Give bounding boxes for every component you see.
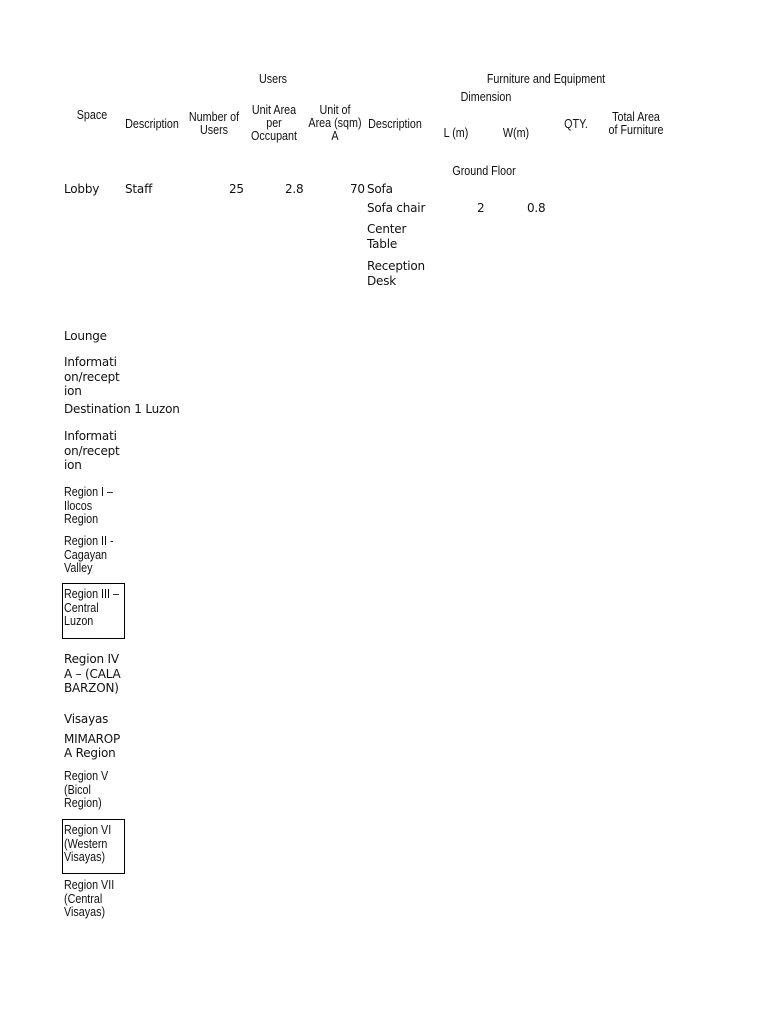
col-total-area — [605, 111, 667, 137]
furniture-group-header: Furniture and Equipment — [486, 72, 606, 86]
col-unit-area-line2: per — [266, 116, 282, 130]
lobby-users: 25 — [229, 182, 244, 196]
sofa-chair-length: 2 — [477, 201, 485, 215]
col-unit-area-line3: Occupant — [250, 129, 298, 143]
space-region-1: Region I – Ilocos Region — [64, 485, 114, 526]
col-qty: QTY. — [564, 117, 588, 131]
space-visayas: Visayas — [64, 712, 109, 726]
col-unit-area — [248, 104, 300, 143]
dimension-header: Dimension — [460, 90, 512, 104]
space-lounge: Lounge — [64, 329, 107, 343]
furniture-reception-desk: Reception Desk — [367, 259, 425, 288]
space-information-reception-2: Information/reception — [64, 429, 120, 472]
col-unit-of-area-line3: A — [331, 129, 339, 143]
col-number-of-users-line1: Number of — [188, 110, 240, 124]
space-region-5: Region V (Bicol Region) — [64, 769, 109, 810]
col-space: Space — [76, 108, 108, 122]
space-region-4a: Region IV A – (CALABARZON) — [64, 652, 121, 695]
col-unit-of-area-line2: Area (sqm) — [308, 116, 362, 130]
lobby-space: Lobby — [64, 182, 100, 196]
space-region-2: Region II - Cagayan Valley — [64, 534, 114, 575]
users-group-header: Users — [258, 72, 288, 86]
col-unit-of-area — [308, 104, 361, 143]
lobby-area: 70 — [350, 182, 365, 196]
space-information-reception-1: Information/reception — [64, 355, 120, 398]
col-width: W(m) — [502, 126, 530, 140]
col-number-of-users — [188, 111, 240, 137]
lobby-description: Staff — [125, 182, 153, 196]
col-furniture-description: Description — [368, 117, 422, 131]
region-3-box — [62, 583, 125, 639]
floor-label: Ground Floor — [452, 164, 516, 178]
col-unit-of-area-line1: Unit of — [319, 103, 351, 117]
space-destination-1-luzon: Destination 1 Luzon — [64, 402, 180, 416]
lobby-unit-area: 2.8 — [285, 182, 304, 196]
space-mimaropa: MIMAROPA Region — [64, 732, 121, 760]
col-unit-area-line1: Unit Area — [251, 103, 297, 117]
furniture-sofa: Sofa — [367, 182, 393, 196]
col-description: Description — [125, 117, 179, 131]
col-number-of-users-line2: Users — [199, 123, 229, 137]
space-region-6: Region VI (Western Visayas) — [64, 823, 112, 864]
furniture-center-table: Center Table — [367, 222, 407, 251]
col-total-area-line1: Total Area — [612, 110, 660, 124]
col-total-area-line2: of Furniture — [608, 123, 664, 137]
col-length: L (m) — [443, 126, 469, 140]
space-region-7: Region VII (Central Visayas) — [64, 878, 115, 919]
sofa-chair-width: 0.8 — [527, 201, 546, 215]
furniture-sofa-chair: Sofa chair — [367, 201, 426, 215]
region-6-box — [62, 819, 125, 874]
space-region-3: Region III – Central Luzon — [64, 587, 119, 628]
